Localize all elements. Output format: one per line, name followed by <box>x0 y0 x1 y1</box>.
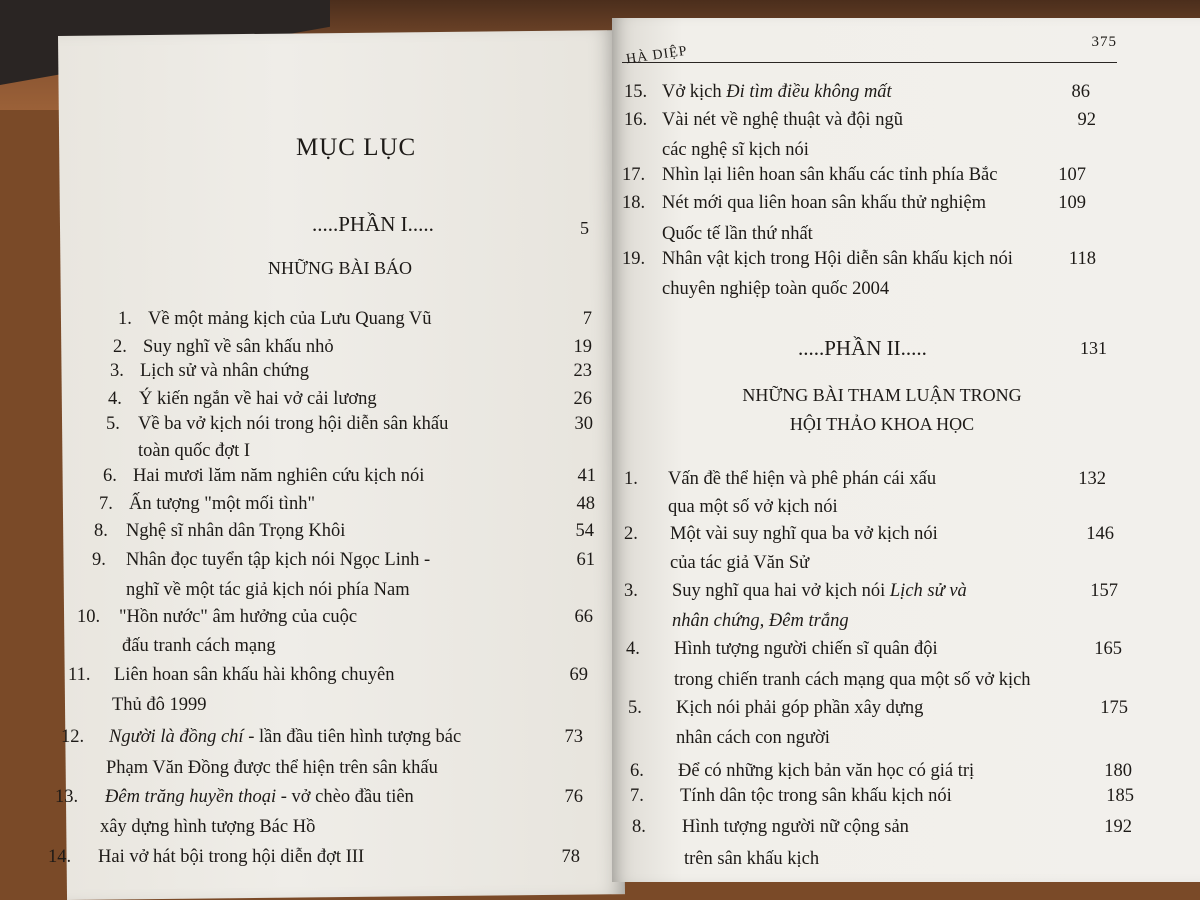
entry-title: Hình tượng người nữ cộng sản <box>682 817 909 837</box>
entry-title-cont: trong chiến tranh cách mạng qua một số vở kịch <box>674 670 1031 690</box>
entry-title: Về ba vở kịch nói trong hội diễn sân khấu <box>138 414 449 434</box>
entry-page: 118 <box>1068 249 1096 269</box>
entry-title: Để có những kịch bản văn học có giá trị <box>678 761 975 781</box>
entry-number: 2. <box>624 524 638 544</box>
entry-number: 12. <box>61 727 85 747</box>
entry-number: 2. <box>113 337 127 357</box>
entry-page: 92 <box>1077 110 1096 130</box>
entry-page: 61 <box>576 550 595 570</box>
entry-page: 78 <box>561 847 580 867</box>
entry-title-cont: toàn quốc đợt I <box>138 441 251 461</box>
entry-title: Tính dân tộc trong sân khấu kịch nói <box>680 786 952 806</box>
entry-page: 41 <box>577 466 596 486</box>
section-title-left: NHỮNG BÀI BÁO <box>268 258 412 278</box>
entry-title-cont: Phạm Văn Đồng được thể hiện trên sân khấu <box>106 758 438 778</box>
entry-number: 11. <box>68 665 91 685</box>
entry-number: 16. <box>624 110 648 130</box>
entry-title: Hai vở hát bội trong hội diễn đợt III <box>98 847 365 867</box>
entry-page: 48 <box>576 494 595 514</box>
section-title-right-line2: HỘI THẢO KHOA HỌC <box>789 414 975 434</box>
entry-page: 86 <box>1071 82 1090 102</box>
entry-number: 5. <box>106 414 120 434</box>
entry-page: 180 <box>1104 761 1132 781</box>
entry-number: 7. <box>630 786 644 806</box>
entry-page: 146 <box>1086 524 1114 544</box>
entry-page: 192 <box>1104 817 1132 837</box>
entry-title: Về một mảng kịch của Lưu Quang Vũ <box>148 309 432 329</box>
entry-title: Suy nghĩ qua hai vở kịch nói Lịch sử và <box>672 581 967 601</box>
header-page-number: 375 <box>1091 34 1117 50</box>
entry-page: 69 <box>569 665 588 685</box>
entry-number: 18. <box>622 193 646 213</box>
entry-title-cont: Quốc tế lần thứ nhất <box>662 224 813 244</box>
entry-page: 73 <box>564 727 583 747</box>
entry-page: 30 <box>574 414 593 434</box>
entry-number: 1. <box>118 309 132 329</box>
entry-title: Nghệ sĩ nhân dân Trọng Khôi <box>126 521 346 541</box>
entry-title: Người là đồng chí - lần đầu tiên hình tượng bác <box>109 727 462 747</box>
entry-title: Nhìn lại liên hoan sân khấu các tỉnh phía Bắc <box>662 165 998 185</box>
entry-page: 76 <box>564 787 583 807</box>
entry-page: 66 <box>574 607 593 627</box>
entry-page: 157 <box>1090 581 1118 601</box>
entry-page: 107 <box>1058 165 1086 185</box>
running-header <box>622 34 1117 68</box>
entry-title: Đêm trăng huyền thoại - vở chèo đầu tiên <box>105 787 414 807</box>
entry-title: "Hồn nước" âm hưởng của cuộc <box>119 607 358 627</box>
entry-number: 6. <box>630 761 644 781</box>
entry-page: 7 <box>582 309 592 329</box>
entry-page: 19 <box>573 337 592 357</box>
entry-page: 23 <box>573 361 592 381</box>
entry-title-cont: nhân chứng, Đêm trắng <box>672 611 849 631</box>
entry-number: 8. <box>632 817 646 837</box>
entry-number: 17. <box>622 165 646 185</box>
entry-number: 10. <box>77 607 101 627</box>
entry-title: Hai mươi lăm năm nghiên cứu kịch nói <box>133 466 425 486</box>
entry-page: 175 <box>1100 698 1128 718</box>
entry-page: 54 <box>575 521 594 541</box>
part-1-heading: .....PHẦN I..... <box>312 212 434 236</box>
entry-number: 3. <box>624 581 638 601</box>
entry-number: 6. <box>103 466 117 486</box>
entry-number: 1. <box>624 469 638 489</box>
toc-title: MỤC LỤC <box>296 134 417 161</box>
entry-title: Nhân vật kịch trong Hội diễn sân khấu kịch nói <box>662 249 1013 269</box>
entry-title: Nét mới qua liên hoan sân khấu thử nghiệm <box>662 193 986 213</box>
entry-title-cont: Thủ đô 1999 <box>112 695 207 715</box>
entry-title: Vấn đề thể hiện và phê phán cái xấu <box>668 469 937 489</box>
entry-title-cont: chuyên nghiệp toàn quốc 2004 <box>662 279 890 299</box>
entry-page: 109 <box>1058 193 1086 213</box>
entry-title-cont: qua một số vở kịch nói <box>668 497 838 517</box>
entry-title-cont: của tác giả Văn Sử <box>670 553 810 573</box>
entry-page: 165 <box>1094 639 1122 659</box>
entry-number: 5. <box>628 698 642 718</box>
entry-page: 132 <box>1078 469 1106 489</box>
part-1-page: 5 <box>580 218 589 238</box>
entry-number: 4. <box>626 639 640 659</box>
entry-number: 3. <box>110 361 124 381</box>
entry-title-cont: các nghệ sĩ kịch nói <box>662 140 809 160</box>
entry-number: 13. <box>55 787 79 807</box>
section-title-right-line1: NHỮNG BÀI THAM LUẬN TRONG <box>742 385 1022 405</box>
entry-title-cont: xây dựng hình tượng Bác Hồ <box>100 817 316 837</box>
entry-number: 15. <box>624 82 648 102</box>
entry-title-cont: nhân cách con người <box>676 728 830 748</box>
entry-title-cont: nghĩ về một tác giả kịch nói phía Nam <box>126 580 410 600</box>
entry-number: 19. <box>622 249 646 269</box>
entry-title: Ý kiến ngắn về hai vở cải lương <box>139 389 377 409</box>
entry-title: Vài nét về nghệ thuật và đội ngũ <box>662 110 903 130</box>
entry-title: Ấn tượng "một mối tình" <box>129 494 316 514</box>
entry-title: Kịch nói phải góp phần xây dựng <box>676 698 924 718</box>
entry-number: 14. <box>48 847 72 867</box>
entry-title: Vở kịch Đi tìm điều không mất <box>662 82 892 102</box>
part-2-page: 131 <box>1080 338 1107 358</box>
entry-page: 185 <box>1106 786 1134 806</box>
entry-title-cont: trên sân khấu kịch <box>684 849 820 869</box>
entry-number: 4. <box>108 389 122 409</box>
entry-title: Hình tượng người chiến sĩ quân đội <box>674 639 938 659</box>
entry-title: Một vài suy nghĩ qua ba vở kịch nói <box>670 524 938 544</box>
part-2-heading: .....PHẦN II..... <box>798 336 927 360</box>
entry-number: 8. <box>94 521 108 541</box>
entry-number: 7. <box>99 494 113 514</box>
entry-page: 26 <box>573 389 592 409</box>
entry-title: Lịch sử và nhân chứng <box>140 361 310 381</box>
entry-title: Suy nghĩ về sân khấu nhỏ <box>143 337 334 357</box>
entry-number: 9. <box>92 550 106 570</box>
header-author: HÀ DIỆP <box>625 43 689 68</box>
entry-title-cont: đấu tranh cách mạng <box>122 636 276 656</box>
entry-title: Liên hoan sân khấu hài không chuyên <box>114 665 395 685</box>
entry-title: Nhân đọc tuyển tập kịch nói Ngọc Linh - <box>126 550 431 570</box>
